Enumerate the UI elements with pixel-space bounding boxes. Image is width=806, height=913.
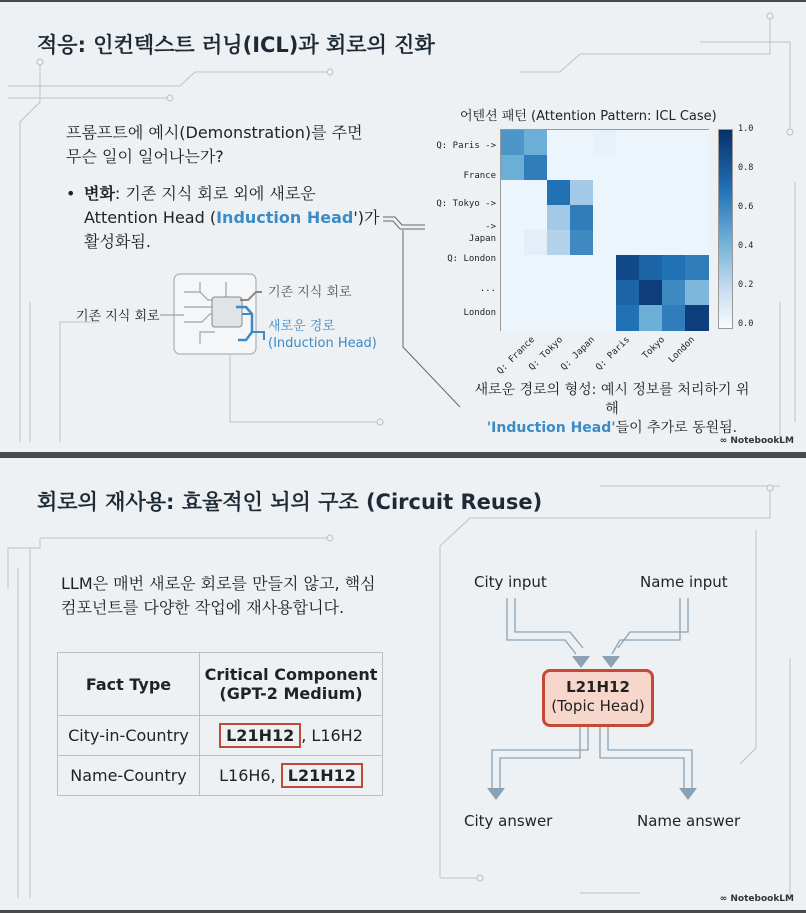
heatmap-cell: [524, 255, 548, 281]
row2-fact-type: Name-Country: [58, 756, 200, 796]
chip-label-new-line1: 새로운 경로: [268, 319, 335, 334]
heatmap-cell: [501, 230, 525, 256]
input-name-label: Name input: [640, 573, 728, 591]
colorbar-tick-label: 0.6: [738, 202, 754, 212]
bullet-bold: 변화: [84, 184, 115, 203]
heatmap-cell: [547, 305, 571, 331]
heatmap-cell: [570, 180, 594, 206]
heatmap-cell: [685, 280, 709, 306]
heatmap-cell: [685, 180, 709, 206]
heatmap-cell: [616, 205, 640, 231]
slide-title: 적응: 인컨텍스트 러닝(ICL)과 회로의 진화: [37, 33, 435, 57]
heatmap-cell: [570, 230, 594, 256]
row1-fact-type: City-in-Country: [58, 716, 200, 756]
heatmap-cell: [570, 280, 594, 306]
caption-line-1: 새로운 경로의 형성: 예시 정보를 처리하기 위해: [474, 382, 750, 417]
heatmap-cell: [662, 280, 686, 306]
colorbar-tick-label: 1.0: [738, 124, 754, 134]
row2-highlight-box: L21H12: [281, 763, 363, 788]
table-row: [58, 756, 383, 796]
row2-components: [200, 756, 383, 796]
heatmap-x-tick-label: London: [667, 335, 698, 366]
heatmap-cell: [616, 180, 640, 206]
heatmap-cell: [524, 280, 548, 306]
intro-line-1: LLM은 매번 새로운 회로를 만들지 않고, 핵심: [61, 574, 376, 593]
intro-line-2: 컴포넌트를 다양한 작업에 재사용합니다.: [61, 598, 345, 617]
heatmap-cell: [547, 130, 571, 156]
bullet-text-1: : 기존 지식 회로 외에 새로운: [114, 184, 316, 203]
heatmap-cell: [616, 130, 640, 156]
row1-components: [200, 716, 383, 756]
heatmap-cell: [685, 255, 709, 281]
question-line-1: 프롬프트에 예시(Demonstration)를 주면: [66, 123, 363, 142]
bullet-text-3: ')가: [353, 208, 380, 227]
table-row: [58, 716, 383, 756]
slide-icl: [0, 2, 806, 452]
heatmap-y-tick-label: Q: London: [447, 254, 496, 264]
question-text: [66, 121, 363, 169]
heatmap-cell: [593, 305, 617, 331]
heatmap-cell: [685, 155, 709, 181]
heatmap-y-tick-label: ...: [479, 284, 496, 294]
heatmap-cell: [593, 130, 617, 156]
heatmap-cell: [639, 230, 663, 256]
notebooklm-brand: [720, 436, 794, 446]
heatmap-cell: [501, 155, 525, 181]
heatmap-y-tick-label: Japan: [468, 234, 496, 244]
heatmap-cell: [570, 305, 594, 331]
heatmap-cell: [547, 180, 571, 206]
question-line-2: 무슨 일이 일어나는가?: [66, 147, 224, 166]
node-line-1: L21H12: [566, 678, 630, 696]
caption-line-2: 들이 추가로 동원됨.: [615, 420, 738, 436]
heatmap-cell: [616, 305, 640, 331]
row2-pre: L16H6,: [219, 766, 281, 785]
heatmap-cell: [685, 130, 709, 156]
colorbar-tick-label: 0.2: [738, 280, 754, 290]
heatmap-cell: [501, 205, 525, 231]
heatmap-cell: [524, 130, 548, 156]
heatmap-cell: [662, 305, 686, 331]
heatmap-cell: [662, 205, 686, 231]
input-city-label: City input: [474, 573, 547, 591]
colorbar-tick-label: 0.4: [738, 241, 754, 251]
notebooklm-brand: [720, 894, 794, 904]
heatmap-y-tick-label: Q: Paris ->: [436, 141, 496, 151]
chip-illustration: [160, 274, 264, 354]
caption-highlight: 'Induction Head': [486, 420, 616, 436]
bullet-text-4: 활성화됨.: [84, 232, 151, 251]
heatmap-cell: [593, 255, 617, 281]
header-cc-line2: (GPT-2 Medium): [219, 684, 363, 703]
header-critical-component: [200, 653, 383, 716]
heatmap-cell: [524, 305, 548, 331]
heatmap-y-tick-label: ->: [485, 222, 496, 232]
heatmap-cell: [616, 155, 640, 181]
heatmap-cell: [639, 130, 663, 156]
heatmap-colorbar: [718, 129, 733, 329]
heatmap-x-tick-label: Q: Tokyo: [527, 335, 566, 373]
heatmap-cell: [662, 155, 686, 181]
heatmap-cell: [662, 255, 686, 281]
heatmap-cell: [593, 230, 617, 256]
heatmap-cell: [547, 205, 571, 231]
heatmap-cell: [616, 255, 640, 281]
bullet-change: [66, 182, 396, 254]
chip-label-existing-left: 기존 지식 회로: [76, 309, 160, 324]
heatmap-cell: [593, 155, 617, 181]
heatmap-cell: [524, 205, 548, 231]
row1-rest: , L16H2: [301, 726, 363, 745]
heatmap-cell: [524, 180, 548, 206]
heatmap-cell: [639, 305, 663, 331]
heatmap-cell: [570, 130, 594, 156]
output-name-label: Name answer: [637, 812, 741, 830]
heatmap-x-tick-label: Q: Paris: [594, 335, 633, 373]
heatmap-x-tick-label: Q: France: [495, 335, 538, 377]
heatmap-cell: [524, 155, 548, 181]
heatmap-cell: [501, 280, 525, 306]
node-line-2: (Topic Head): [551, 697, 645, 715]
chip-label-existing-top: 기존 지식 회로: [268, 285, 352, 300]
row1-highlight-box: L21H12: [219, 723, 301, 748]
heatmap-cell: [685, 205, 709, 231]
chip-label-new-line2: (Induction Head): [268, 336, 377, 351]
heatmap-cell: [547, 255, 571, 281]
heatmap-cell: [570, 155, 594, 181]
heatmap-cell: [662, 180, 686, 206]
notebooklm-logo-icon: ∞: [719, 894, 731, 904]
heatmap-cell: [524, 230, 548, 256]
heatmap-x-tick-label: Q: Japan: [559, 335, 598, 373]
heatmap-cell: [639, 280, 663, 306]
heatmap-cell: [547, 155, 571, 181]
fact-type-table: [57, 652, 383, 796]
heatmap-cell: [501, 180, 525, 206]
heatmap-cell: [616, 230, 640, 256]
brand-text: NotebookLM: [730, 894, 794, 904]
heatmap-cell: [616, 280, 640, 306]
heatmap-y-tick-label: London: [463, 308, 496, 318]
heatmap-cell: [639, 180, 663, 206]
heatmap-title: 어텐션 패턴 (Attention Pattern: ICL Case): [460, 109, 717, 124]
heatmap-caption: [472, 381, 752, 438]
header-fact-type: Fact Type: [58, 653, 200, 716]
heatmap-cell: [547, 230, 571, 256]
heatmap-cell: [593, 280, 617, 306]
intro-text: [61, 572, 376, 620]
attention-heatmap: [500, 129, 709, 331]
heatmap-cell: [662, 230, 686, 256]
bullet-dot-icon: •: [66, 184, 76, 203]
slide-circuit-reuse: [0, 458, 806, 910]
heatmap-cell: [639, 205, 663, 231]
heatmap-cell: [593, 205, 617, 231]
colorbar-tick-label: 0.0: [738, 319, 754, 329]
induction-head-highlight: Induction Head: [216, 208, 354, 227]
output-city-label: City answer: [464, 812, 553, 830]
colorbar-tick-label: 0.8: [738, 163, 754, 173]
heatmap-cell: [662, 130, 686, 156]
bullet-text-2: Attention Head (: [84, 208, 217, 227]
heatmap-y-tick-label: Q: Tokyo ->: [436, 199, 496, 209]
heatmap-cell: [501, 255, 525, 281]
heatmap-cell: [501, 305, 525, 331]
heatmap-cell: [593, 180, 617, 206]
heatmap-cell: [685, 305, 709, 331]
heatmap-x-tick-label: Tokyo: [640, 335, 668, 362]
heatmap-cell: [501, 130, 525, 156]
header-cc-line1: Critical Component: [204, 665, 378, 684]
brand-text: NotebookLM: [730, 436, 794, 446]
heatmap-cell: [639, 155, 663, 181]
heatmap-cell: [547, 280, 571, 306]
topic-head-node: [542, 669, 654, 727]
slide-title: 회로의 재사용: 효율적인 뇌의 구조 (Circuit Reuse): [37, 490, 543, 514]
heatmap-cell: [570, 255, 594, 281]
chip-label-new-path: [268, 318, 377, 352]
notebooklm-logo-icon: ∞: [719, 436, 731, 446]
heatmap-cell: [685, 230, 709, 256]
heatmap-cell: [639, 255, 663, 281]
heatmap-y-tick-label: France: [463, 171, 496, 181]
heatmap-cell: [570, 205, 594, 231]
table-header-row: [58, 653, 383, 716]
